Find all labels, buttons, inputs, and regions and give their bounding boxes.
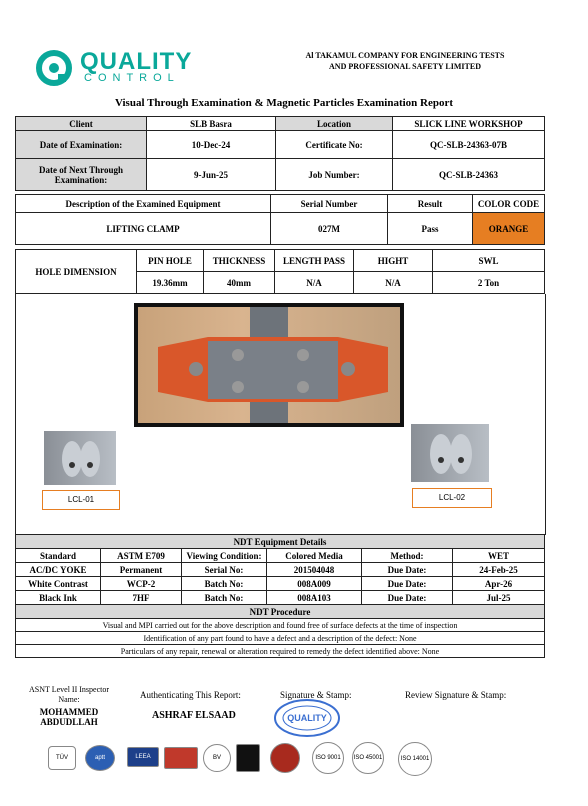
exam-date-value: 10-Dec-24	[147, 131, 276, 159]
ndt-cell: 201504048	[267, 563, 362, 577]
desc-label: Description of the Examined Equipment	[16, 195, 271, 213]
company-stamp	[272, 698, 342, 738]
info-table	[15, 116, 545, 191]
lifting-clamp-image	[138, 307, 400, 423]
dim-value-pin: 19.36mm	[137, 272, 204, 294]
brand-name: QUALITY	[80, 48, 193, 75]
quality-logo-icon	[36, 50, 72, 86]
auth-name: ASHRAF ELSAAD	[152, 710, 236, 721]
report-title: Visual Through Examination & Magnetic Particles Examination Report	[114, 97, 454, 109]
brand-logo	[36, 48, 196, 88]
svg-text:QUALITY: QUALITY	[287, 713, 327, 723]
ndt-cell: White Contrast	[16, 577, 101, 591]
dim-value-hight: N/A	[354, 272, 433, 294]
signature-label: Signature & Stamp:	[280, 690, 352, 700]
ndt-title: NDT Equipment Details	[16, 535, 545, 549]
ndt-cell: ASTM E709	[101, 549, 182, 563]
ndt-cell: WCP-2	[101, 577, 182, 591]
serial-value: 027M	[271, 213, 388, 245]
ndt-table	[15, 534, 545, 658]
ndt-cell: 7HF	[101, 591, 182, 605]
ndt-cell: Due Date:	[362, 591, 453, 605]
ndt-cell: Colored Media	[267, 549, 362, 563]
color-label: COLOR CODE	[473, 195, 545, 213]
dim-value-thickness: 40mm	[204, 272, 275, 294]
equipment-table	[15, 194, 545, 245]
dim-header-pin: PIN HOLE	[137, 250, 204, 272]
aptt-badge: aptt	[85, 745, 115, 771]
cert-value: QC-SLB-24363-07B	[393, 131, 545, 159]
cert-badge-dark	[236, 744, 260, 772]
color-value: ORANGE	[473, 213, 545, 245]
company-line1: Al TAKAMUL COMPANY FOR ENGINEERING TESTS	[305, 51, 505, 60]
cert-badge-red	[164, 747, 198, 769]
client-value: SLB Basra	[147, 117, 276, 131]
ndt-cell: Serial No:	[182, 563, 267, 577]
photo-lcl-01	[44, 431, 116, 485]
main-photo	[134, 303, 404, 427]
job-value: QC-SLB-24363	[393, 159, 545, 191]
dim-header-thickness: THICKNESS	[204, 250, 275, 272]
bureau-veritas-badge: BV	[203, 744, 231, 772]
iso-45001-badge: ISO 45001	[352, 742, 384, 774]
stamp-icon	[272, 698, 342, 738]
iso-9001-badge: ISO 9001	[312, 742, 344, 774]
ndt-cell: Jul-25	[453, 591, 545, 605]
brand-sub: CONTROL	[84, 72, 180, 84]
dim-value-length: N/A	[275, 272, 354, 294]
dim-header-length: LENGTH PASS	[275, 250, 354, 272]
cert-label: Certificate No:	[276, 131, 393, 159]
inspector-title: ASNT Level II Inspector Name:	[28, 685, 110, 704]
location-label: Location	[276, 117, 393, 131]
client-label: Client	[16, 117, 147, 131]
photo-label-lcl-02: LCL-02	[412, 488, 492, 508]
ndt-cell: Due Date:	[362, 577, 453, 591]
result-value: Pass	[388, 213, 473, 245]
leea-badge: LEEA	[127, 747, 159, 767]
desc-value: LIFTING CLAMP	[16, 213, 271, 245]
inspector-name: MOHAMMED ABDUDLLAH	[39, 707, 99, 727]
job-label: Job Number:	[276, 159, 393, 191]
next-date-label: Date of Next Through Examination:	[16, 159, 147, 191]
procedure-line: Identification of any part found to have a defect and a description of the defect: None	[16, 632, 545, 645]
dimension-label: HOLE DIMENSION	[16, 250, 137, 294]
procedure-title: NDT Procedure	[16, 605, 545, 619]
dim-value-swl: 2 Ton	[433, 272, 545, 294]
cert-badge-red-round	[270, 743, 300, 773]
result-label: Result	[388, 195, 473, 213]
ndt-cell: Standard	[16, 549, 101, 563]
next-date-value: 9-Jun-25	[147, 159, 276, 191]
ndt-cell: Apr-26	[453, 577, 545, 591]
dim-header-swl: SWL	[433, 250, 545, 272]
ndt-cell: 008A103	[267, 591, 362, 605]
company-name	[300, 50, 510, 72]
procedure-line: Particulars of any repair, renewal or alteration required to remedy the defect identified above: None	[16, 645, 545, 658]
dimension-table	[15, 249, 545, 294]
ndt-cell: 24-Feb-25	[453, 563, 545, 577]
review-label: Review Signature & Stamp:	[405, 690, 507, 700]
company-line2: AND PROFESSIONAL SAFETY LIMITED	[329, 62, 481, 71]
ndt-cell: Batch No:	[182, 591, 267, 605]
tuv-badge: TÜV	[48, 746, 76, 770]
clamp-detail-icon	[411, 424, 489, 482]
location-value: SLICK LINE WORKSHOP	[393, 117, 545, 131]
dim-header-hight: HIGHT	[354, 250, 433, 272]
auth-label: Authenticating This Report:	[140, 690, 241, 700]
ndt-cell: Black Ink	[16, 591, 101, 605]
inspector-block	[24, 685, 114, 727]
clamp-detail-icon	[44, 431, 116, 485]
serial-label: Serial Number	[271, 195, 388, 213]
iso-14001-badge: ISO 14001	[398, 742, 432, 776]
ndt-cell: Due Date:	[362, 563, 453, 577]
exam-date-label: Date of Examination:	[16, 131, 147, 159]
ndt-cell: Batch No:	[182, 577, 267, 591]
ndt-cell: Method:	[362, 549, 453, 563]
ndt-cell: Permanent	[101, 563, 182, 577]
ndt-cell: WET	[453, 549, 545, 563]
photo-lcl-02	[411, 424, 489, 482]
procedure-line: Visual and MPI carried out for the above description and found free of surface defects at the time of inspection	[16, 619, 545, 632]
ndt-cell: AC/DC YOKE	[16, 563, 101, 577]
photo-label-lcl-01: LCL-01	[42, 490, 120, 510]
ndt-cell: 008A009	[267, 577, 362, 591]
ndt-cell: Viewing Condition:	[182, 549, 267, 563]
